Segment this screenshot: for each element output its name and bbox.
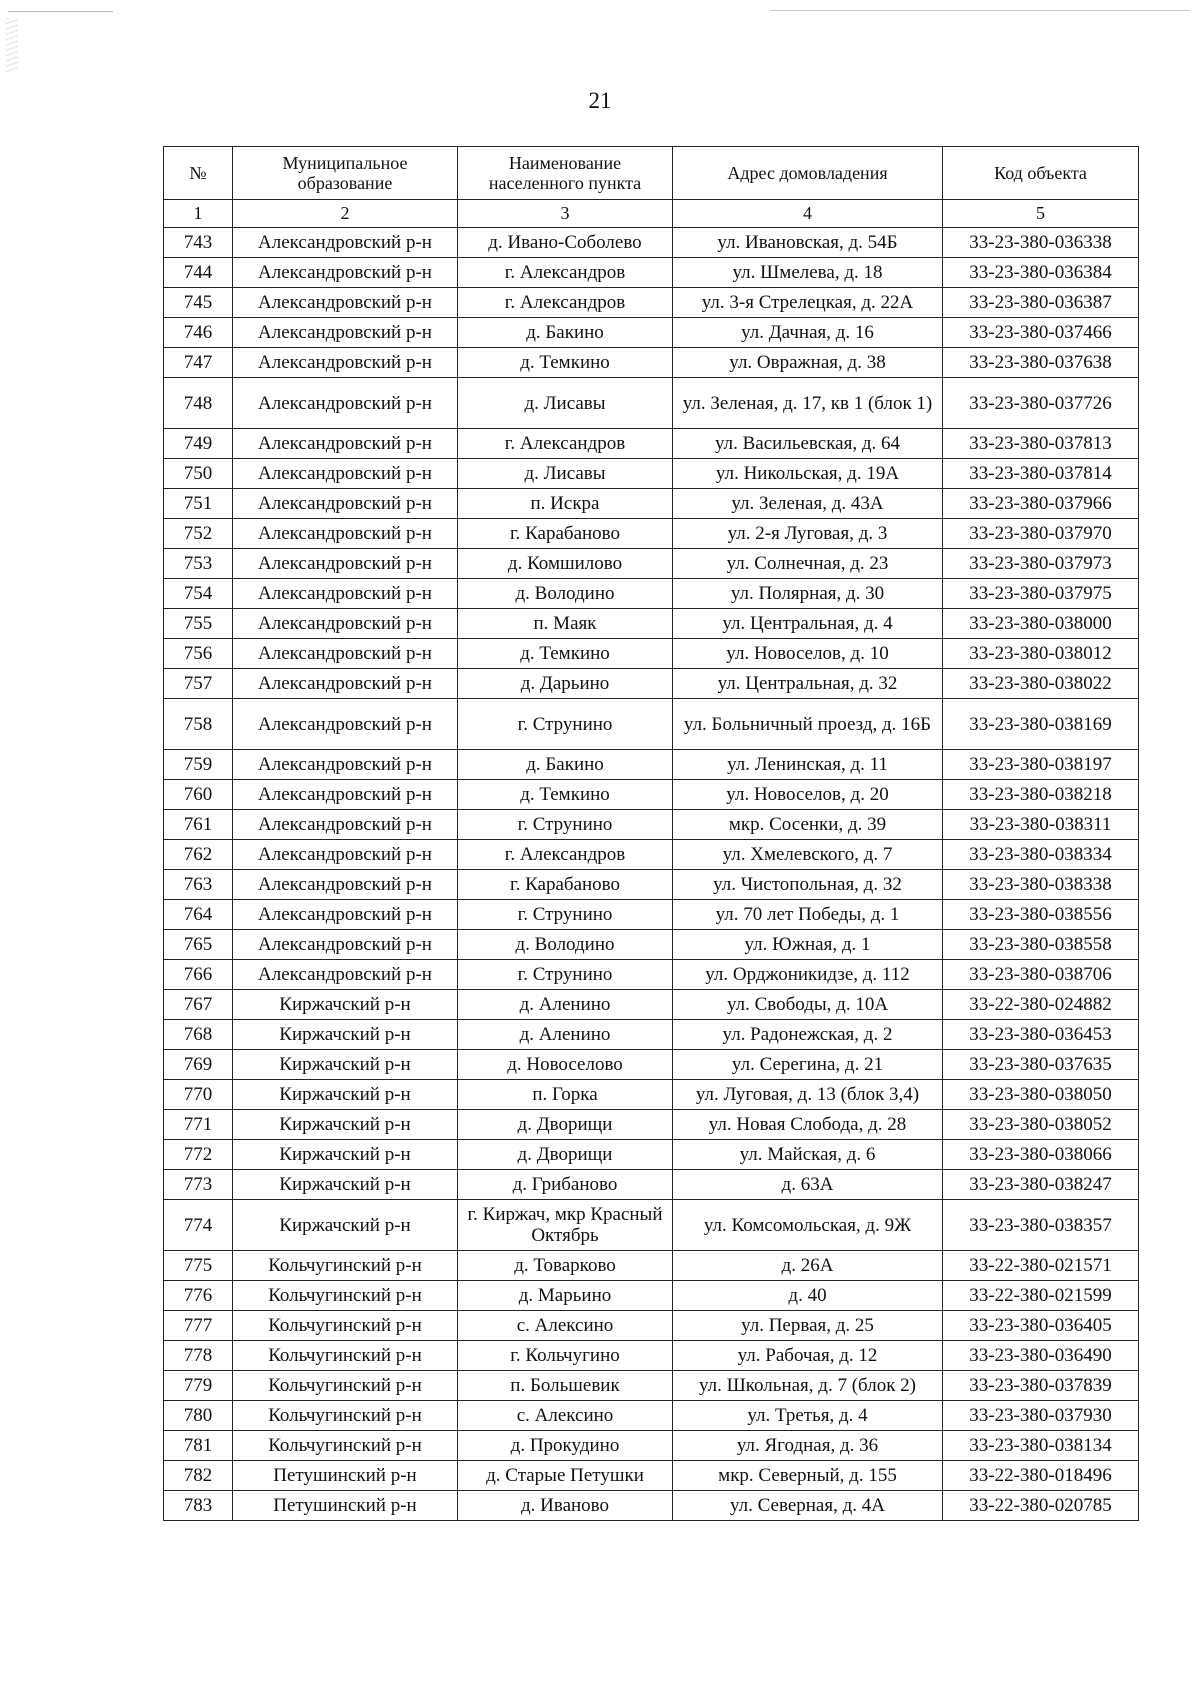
cell-number: 752 — [164, 519, 233, 549]
cell-object-code: 33-23-380-036387 — [943, 288, 1139, 318]
cell-address: ул. Центральная, д. 4 — [673, 609, 943, 639]
cell-number: 750 — [164, 459, 233, 489]
cell-address: мкр. Сосенки, д. 39 — [673, 810, 943, 840]
cell-object-code: 33-23-380-037973 — [943, 549, 1139, 579]
cell-number: 763 — [164, 870, 233, 900]
cell-object-code: 33-23-380-038197 — [943, 750, 1139, 780]
table-row — [164, 1200, 1139, 1251]
table-row — [164, 348, 1139, 378]
cell-number: 746 — [164, 318, 233, 348]
cell-object-code: 33-23-380-037930 — [943, 1401, 1139, 1431]
table-row — [164, 1281, 1139, 1311]
cell-number: 764 — [164, 900, 233, 930]
cell-municipality: Александровский р-н — [233, 318, 458, 348]
cell-object-code: 33-23-380-038311 — [943, 810, 1139, 840]
cell-number: 769 — [164, 1050, 233, 1080]
cell-settlement: г. Александров — [458, 258, 673, 288]
cell-municipality: Киржачский р-н — [233, 1020, 458, 1050]
cell-municipality: Александровский р-н — [233, 579, 458, 609]
cell-address: ул. Солнечная, д. 23 — [673, 549, 943, 579]
cell-number: 743 — [164, 228, 233, 258]
cell-settlement: д. Бакино — [458, 318, 673, 348]
table-row — [164, 1341, 1139, 1371]
table-row — [164, 930, 1139, 960]
cell-number: 773 — [164, 1170, 233, 1200]
cell-number: 778 — [164, 1341, 233, 1371]
cell-address: ул. Луговая, д. 13 (блок 3,4) — [673, 1080, 943, 1110]
cell-settlement: д. Темкино — [458, 780, 673, 810]
cell-address: ул. Радонежская, д. 2 — [673, 1020, 943, 1050]
cell-address: ул. Рабочая, д. 12 — [673, 1341, 943, 1371]
cell-address: ул. Первая, д. 25 — [673, 1311, 943, 1341]
cell-address: ул. Новоселов, д. 10 — [673, 639, 943, 669]
cell-municipality: Александровский р-н — [233, 960, 458, 990]
cell-municipality: Александровский р-н — [233, 228, 458, 258]
cell-number: 755 — [164, 609, 233, 639]
scan-artifact-speck — [6, 18, 18, 73]
cell-municipality: Петушинский р-н — [233, 1461, 458, 1491]
cell-settlement: д. Темкино — [458, 348, 673, 378]
cell-municipality: Киржачский р-н — [233, 990, 458, 1020]
cell-number: 780 — [164, 1401, 233, 1431]
cell-number: 771 — [164, 1110, 233, 1140]
table-row — [164, 1431, 1139, 1461]
cell-number: 783 — [164, 1491, 233, 1521]
cell-address: ул. Полярная, д. 30 — [673, 579, 943, 609]
table-row — [164, 549, 1139, 579]
table-body — [164, 228, 1139, 1521]
table-row — [164, 1401, 1139, 1431]
table-row — [164, 519, 1139, 549]
cell-object-code: 33-23-380-038169 — [943, 699, 1139, 750]
cell-municipality: Кольчугинский р-н — [233, 1371, 458, 1401]
cell-object-code: 33-23-380-037635 — [943, 1050, 1139, 1080]
cell-settlement: п. Искра — [458, 489, 673, 519]
cell-settlement: д. Темкино — [458, 639, 673, 669]
cell-settlement: п. Горка — [458, 1080, 673, 1110]
table-row — [164, 429, 1139, 459]
cell-address: ул. Овражная, д. 38 — [673, 348, 943, 378]
cell-object-code: 33-23-380-036384 — [943, 258, 1139, 288]
cell-number: 772 — [164, 1140, 233, 1170]
cell-address: ул. Майская, д. 6 — [673, 1140, 943, 1170]
cell-municipality: Александровский р-н — [233, 870, 458, 900]
cell-settlement: д. Володино — [458, 930, 673, 960]
cell-number: 779 — [164, 1371, 233, 1401]
header-address: Адрес домовладения — [673, 147, 943, 200]
cell-object-code: 33-22-380-021599 — [943, 1281, 1139, 1311]
cell-municipality: Кольчугинский р-н — [233, 1341, 458, 1371]
cell-object-code: 33-23-380-038706 — [943, 960, 1139, 990]
cell-settlement: д. Ивано-Соболево — [458, 228, 673, 258]
table-row — [164, 1371, 1139, 1401]
table-row — [164, 990, 1139, 1020]
header-settlement: Наименование населенного пункта — [458, 147, 673, 200]
cell-address: ул. Ягодная, д. 36 — [673, 1431, 943, 1461]
cell-municipality: Александровский р-н — [233, 900, 458, 930]
table-row — [164, 1170, 1139, 1200]
cell-number: 765 — [164, 930, 233, 960]
cell-object-code: 33-23-380-036338 — [943, 228, 1139, 258]
cell-settlement: д. Дарьино — [458, 669, 673, 699]
cell-settlement: д. Дворищи — [458, 1110, 673, 1140]
cell-number: 777 — [164, 1311, 233, 1341]
cell-number: 749 — [164, 429, 233, 459]
registry-table — [163, 146, 1139, 1521]
cell-address: ул. 2-я Луговая, д. 3 — [673, 519, 943, 549]
column-number: 2 — [233, 200, 458, 228]
column-number: 3 — [458, 200, 673, 228]
cell-object-code: 33-23-380-038012 — [943, 639, 1139, 669]
cell-object-code: 33-23-380-038334 — [943, 840, 1139, 870]
cell-object-code: 33-22-380-021571 — [943, 1251, 1139, 1281]
cell-municipality: Киржачский р-н — [233, 1110, 458, 1140]
cell-municipality: Киржачский р-н — [233, 1170, 458, 1200]
column-number: 1 — [164, 200, 233, 228]
cell-municipality: Александровский р-н — [233, 639, 458, 669]
table-row — [164, 1251, 1139, 1281]
table-row — [164, 780, 1139, 810]
cell-settlement: г. Струнино — [458, 960, 673, 990]
table-row — [164, 960, 1139, 990]
cell-number: 775 — [164, 1251, 233, 1281]
header-municipality: Муниципальное образование — [233, 147, 458, 200]
table-row — [164, 318, 1139, 348]
cell-object-code: 33-23-380-037813 — [943, 429, 1139, 459]
table-row — [164, 750, 1139, 780]
cell-number: 744 — [164, 258, 233, 288]
cell-object-code: 33-23-380-038556 — [943, 900, 1139, 930]
cell-address: ул. Ивановская, д. 54Б — [673, 228, 943, 258]
cell-address: ул. Шмелева, д. 18 — [673, 258, 943, 288]
cell-object-code: 33-23-380-038134 — [943, 1431, 1139, 1461]
cell-object-code: 33-23-380-038066 — [943, 1140, 1139, 1170]
table-row — [164, 228, 1139, 258]
cell-settlement: г. Александров — [458, 840, 673, 870]
cell-number: 745 — [164, 288, 233, 318]
cell-address: ул. Орджоникидзе, д. 112 — [673, 960, 943, 990]
table-row — [164, 288, 1139, 318]
table-row — [164, 639, 1139, 669]
cell-settlement: г. Александров — [458, 429, 673, 459]
cell-object-code: 33-23-380-036453 — [943, 1020, 1139, 1050]
cell-settlement: д. Бакино — [458, 750, 673, 780]
table-row — [164, 1491, 1139, 1521]
cell-settlement: д. Новоселово — [458, 1050, 673, 1080]
table-row — [164, 459, 1139, 489]
cell-municipality: Кольчугинский р-н — [233, 1251, 458, 1281]
cell-municipality: Киржачский р-н — [233, 1140, 458, 1170]
cell-municipality: Кольчугинский р-н — [233, 1431, 458, 1461]
cell-municipality: Киржачский р-н — [233, 1200, 458, 1251]
cell-number: 756 — [164, 639, 233, 669]
cell-address: ул. Школьная, д. 7 (блок 2) — [673, 1371, 943, 1401]
cell-object-code: 33-23-380-036490 — [943, 1341, 1139, 1371]
cell-address: ул. Новоселов, д. 20 — [673, 780, 943, 810]
cell-settlement: д. Аленино — [458, 1020, 673, 1050]
cell-object-code: 33-23-380-038218 — [943, 780, 1139, 810]
cell-municipality: Александровский р-н — [233, 609, 458, 639]
cell-municipality: Александровский р-н — [233, 669, 458, 699]
cell-object-code: 33-23-380-038357 — [943, 1200, 1139, 1251]
cell-object-code: 33-23-380-038558 — [943, 930, 1139, 960]
cell-municipality: Александровский р-н — [233, 378, 458, 429]
table-row — [164, 1080, 1139, 1110]
cell-settlement: г. Струнино — [458, 900, 673, 930]
cell-municipality: Кольчугинский р-н — [233, 1281, 458, 1311]
cell-number: 753 — [164, 549, 233, 579]
cell-object-code: 33-23-380-037466 — [943, 318, 1139, 348]
cell-number: 760 — [164, 780, 233, 810]
cell-number: 761 — [164, 810, 233, 840]
header-row — [164, 147, 1139, 200]
cell-address: д. 26А — [673, 1251, 943, 1281]
page-number: 21 — [588, 88, 612, 113]
cell-object-code: 33-23-380-038050 — [943, 1080, 1139, 1110]
column-number: 4 — [673, 200, 943, 228]
cell-municipality: Александровский р-н — [233, 840, 458, 870]
cell-object-code: 33-23-380-037839 — [943, 1371, 1139, 1401]
table-row — [164, 870, 1139, 900]
table-row — [164, 1110, 1139, 1140]
cell-number: 747 — [164, 348, 233, 378]
cell-address: мкр. Северный, д. 155 — [673, 1461, 943, 1491]
cell-object-code: 33-23-380-037966 — [943, 489, 1139, 519]
cell-object-code: 33-23-380-037726 — [943, 378, 1139, 429]
cell-settlement: г. Александров — [458, 288, 673, 318]
cell-number: 758 — [164, 699, 233, 750]
cell-address: ул. Центральная, д. 32 — [673, 669, 943, 699]
cell-number: 762 — [164, 840, 233, 870]
cell-settlement: с. Алексино — [458, 1401, 673, 1431]
table-row — [164, 1020, 1139, 1050]
table-row — [164, 810, 1139, 840]
cell-number: 751 — [164, 489, 233, 519]
cell-number: 767 — [164, 990, 233, 1020]
cell-municipality: Александровский р-н — [233, 780, 458, 810]
cell-object-code: 33-23-380-037814 — [943, 459, 1139, 489]
cell-address: д. 40 — [673, 1281, 943, 1311]
cell-address: ул. Серегина, д. 21 — [673, 1050, 943, 1080]
cell-municipality: Александровский р-н — [233, 699, 458, 750]
cell-municipality: Александровский р-н — [233, 750, 458, 780]
cell-municipality: Кольчугинский р-н — [233, 1401, 458, 1431]
cell-settlement: г. Карабаново — [458, 519, 673, 549]
cell-municipality: Киржачский р-н — [233, 1050, 458, 1080]
cell-object-code: 33-23-380-038000 — [943, 609, 1139, 639]
table-row — [164, 699, 1139, 750]
cell-object-code: 33-22-380-020785 — [943, 1491, 1139, 1521]
cell-municipality: Александровский р-н — [233, 459, 458, 489]
cell-address: ул. Хмелевского, д. 7 — [673, 840, 943, 870]
cell-object-code: 33-22-380-024882 — [943, 990, 1139, 1020]
cell-number: 748 — [164, 378, 233, 429]
cell-settlement: д. Товарково — [458, 1251, 673, 1281]
table-row — [164, 258, 1139, 288]
cell-settlement: г. Карабаново — [458, 870, 673, 900]
cell-municipality: Александровский р-н — [233, 429, 458, 459]
table-row — [164, 1050, 1139, 1080]
cell-municipality: Александровский р-н — [233, 549, 458, 579]
cell-settlement: д. Комшилово — [458, 549, 673, 579]
cell-number: 774 — [164, 1200, 233, 1251]
cell-address: д. 63А — [673, 1170, 943, 1200]
table-row — [164, 1140, 1139, 1170]
cell-number: 768 — [164, 1020, 233, 1050]
cell-municipality: Петушинский р-н — [233, 1491, 458, 1521]
cell-object-code: 33-23-380-038022 — [943, 669, 1139, 699]
cell-object-code: 33-23-380-037638 — [943, 348, 1139, 378]
cell-settlement: д. Дворищи — [458, 1140, 673, 1170]
cell-number: 770 — [164, 1080, 233, 1110]
cell-municipality: Александровский р-н — [233, 519, 458, 549]
scan-artifact-line — [8, 11, 113, 12]
cell-address: ул. Южная, д. 1 — [673, 930, 943, 960]
scan-artifact-line — [770, 10, 1190, 11]
cell-settlement: п. Большевик — [458, 1371, 673, 1401]
table-row — [164, 609, 1139, 639]
column-number-row — [164, 200, 1139, 228]
cell-municipality: Александровский р-н — [233, 930, 458, 960]
cell-settlement: д. Лисавы — [458, 378, 673, 429]
cell-address: ул. Чистопольная, д. 32 — [673, 870, 943, 900]
cell-settlement: д. Аленино — [458, 990, 673, 1020]
cell-municipality: Александровский р-н — [233, 258, 458, 288]
cell-address: ул. Зеленая, д. 17, кв 1 (блок 1) — [673, 378, 943, 429]
cell-municipality: Киржачский р-н — [233, 1080, 458, 1110]
cell-settlement: д. Прокудино — [458, 1431, 673, 1461]
cell-number: 776 — [164, 1281, 233, 1311]
cell-number: 782 — [164, 1461, 233, 1491]
cell-settlement: г. Кольчугино — [458, 1341, 673, 1371]
cell-address: ул. Ленинская, д. 11 — [673, 750, 943, 780]
cell-address: ул. Никольская, д. 19А — [673, 459, 943, 489]
cell-address: ул. 3-я Стрелецкая, д. 22А — [673, 288, 943, 318]
cell-object-code: 33-23-380-038338 — [943, 870, 1139, 900]
cell-address: ул. Комсомольская, д. 9Ж — [673, 1200, 943, 1251]
cell-address: ул. 70 лет Победы, д. 1 — [673, 900, 943, 930]
cell-settlement: д. Старые Петушки — [458, 1461, 673, 1491]
cell-settlement: г. Киржач, мкр Красный Октябрь — [458, 1200, 673, 1251]
cell-address: ул. Новая Слобода, д. 28 — [673, 1110, 943, 1140]
cell-address: ул. Свободы, д. 10А — [673, 990, 943, 1020]
cell-address: ул. Третья, д. 4 — [673, 1401, 943, 1431]
cell-municipality: Кольчугинский р-н — [233, 1311, 458, 1341]
cell-number: 759 — [164, 750, 233, 780]
cell-settlement: д. Марьино — [458, 1281, 673, 1311]
cell-municipality: Александровский р-н — [233, 489, 458, 519]
cell-object-code: 33-23-380-037975 — [943, 579, 1139, 609]
cell-municipality: Александровский р-н — [233, 288, 458, 318]
cell-municipality: Александровский р-н — [233, 810, 458, 840]
cell-address: ул. Дачная, д. 16 — [673, 318, 943, 348]
cell-object-code: 33-22-380-018496 — [943, 1461, 1139, 1491]
cell-number: 757 — [164, 669, 233, 699]
table-row — [164, 840, 1139, 870]
table-row — [164, 669, 1139, 699]
cell-object-code: 33-23-380-036405 — [943, 1311, 1139, 1341]
cell-settlement: с. Алексино — [458, 1311, 673, 1341]
cell-settlement: д. Иваново — [458, 1491, 673, 1521]
cell-address: ул. Зеленая, д. 43А — [673, 489, 943, 519]
cell-settlement: г. Струнино — [458, 699, 673, 750]
cell-address: ул. Северная, д. 4А — [673, 1491, 943, 1521]
cell-number: 781 — [164, 1431, 233, 1461]
header-number: № — [164, 147, 233, 200]
cell-settlement: г. Струнино — [458, 810, 673, 840]
table-row — [164, 1461, 1139, 1491]
header-object-code: Код объекта — [943, 147, 1139, 200]
cell-address: ул. Васильевская, д. 64 — [673, 429, 943, 459]
cell-settlement: д. Володино — [458, 579, 673, 609]
cell-settlement: п. Маяк — [458, 609, 673, 639]
table-row — [164, 579, 1139, 609]
cell-municipality: Александровский р-н — [233, 348, 458, 378]
cell-settlement: д. Лисавы — [458, 459, 673, 489]
column-number: 5 — [943, 200, 1139, 228]
table-row — [164, 1311, 1139, 1341]
cell-object-code: 33-23-380-037970 — [943, 519, 1139, 549]
table-row — [164, 378, 1139, 429]
table-row — [164, 489, 1139, 519]
table-row — [164, 900, 1139, 930]
cell-number: 754 — [164, 579, 233, 609]
cell-address: ул. Больничный проезд, д. 16Б — [673, 699, 943, 750]
cell-settlement: д. Грибаново — [458, 1170, 673, 1200]
cell-object-code: 33-23-380-038247 — [943, 1170, 1139, 1200]
cell-object-code: 33-23-380-038052 — [943, 1110, 1139, 1140]
cell-number: 766 — [164, 960, 233, 990]
